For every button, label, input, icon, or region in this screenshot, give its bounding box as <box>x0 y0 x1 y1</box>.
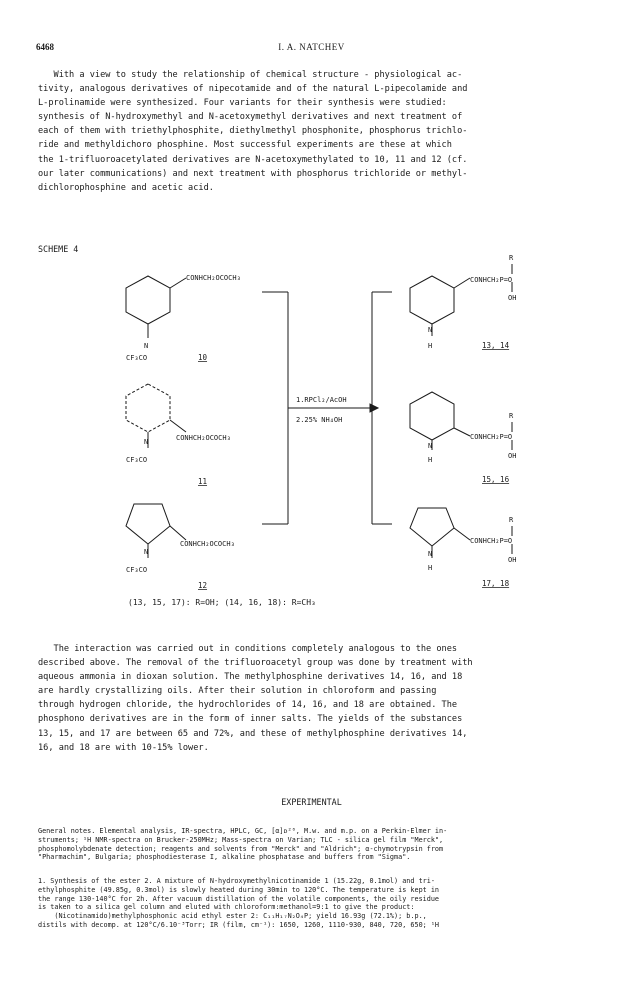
page-number: 6468 <box>36 42 54 52</box>
ring-12 <box>126 504 170 544</box>
reagent-step-1: 1.RPCl₂/AcOH <box>296 396 347 404</box>
ring-13-14 <box>410 276 454 324</box>
reagent-step-2: 2.25% NH₄OH <box>296 416 343 424</box>
n-atom-13-14: N <box>428 326 433 334</box>
intro-line: synthesis of N-hydroxymethyl and N-acetoxymethyl derivatives and next treatment of <box>38 112 463 123</box>
compound-12-label: 12 <box>198 581 208 590</box>
synthesis-line: (Nicotinamido)methylphosphonic acid ethyl ester 2: C₁₁H₁₇N₂O₄P; yield 16.93g (72.1%); b.p., <box>38 912 427 921</box>
intro-paragraph <box>38 68 598 195</box>
n-atom-10: N <box>144 342 149 350</box>
intro-line: ride and methyldichoro phosphine. Most successful experiments are these at which <box>38 140 452 151</box>
synthesis-line: is taken to a silica gel column and eluted with chloroform:methanol=9:1 to give the product: <box>38 903 415 912</box>
scheme-title: SCHEME 4 <box>38 244 79 254</box>
r-group-17-18: R <box>509 516 514 524</box>
substituent-12: CONHCH₂OCOCH₃ <box>180 540 235 548</box>
compound-13-14-label: 13, 14 <box>482 341 510 350</box>
n-protect-11: CF₃CO <box>126 456 148 464</box>
intro-line: tivity, analogous derivatives of nipecotamide and of the natural L-pipecolamide and <box>38 84 468 95</box>
oh-17-18: OH <box>508 556 517 564</box>
body-paragraph <box>38 642 598 755</box>
compound-15-16-label: 15, 16 <box>482 475 510 484</box>
notes-line: "Pharmachim", Bulgaria; phosphodiesterase I, alkaline phosphatase and buffers from "Sigma". <box>38 853 411 862</box>
substituent-17-18: CONHCH₂P=O <box>470 537 513 545</box>
substituent-11: CONHCH₂OCOCH₃ <box>176 434 231 442</box>
body-line: The interaction was carried out in conditions completely analogous to the ones <box>38 644 458 654</box>
section-heading: EXPERIMENTAL <box>281 797 342 807</box>
body-line: aqueous ammonia in dioxan solution. The methylphosphine derivatives 14, 16, and 18 <box>38 672 463 683</box>
reaction-scheme <box>0 236 623 616</box>
intro-line: With a view to study the relationship of chemical structure - physiological ac- <box>38 70 463 80</box>
compound-11-label: 11 <box>198 477 208 486</box>
scheme-caption: (13, 15, 17): R=OH; (14, 16, 18): R=CH₃ <box>128 598 316 607</box>
running-header-author: I. A. NATCHEV <box>278 42 345 52</box>
intro-line: each of them with triethylphosphite, diethylmethyl phosphonite, phosphorus trichlo- <box>38 126 468 137</box>
body-line: 16, and 18 are with 10-15% lower. <box>38 742 209 753</box>
n-atom-15-16: N <box>428 442 433 450</box>
ring-11 <box>126 384 170 432</box>
h-atom-13-14: H <box>428 342 433 350</box>
n-atom-17-18: N <box>428 550 433 558</box>
r-group-13-14: R <box>509 254 514 262</box>
intro-line: the 1-trifluoroacetylated derivatives are N-acetoxymethylated to 10, 11 and 12 (cf. <box>38 154 468 165</box>
h-atom-17-18: H <box>428 564 433 572</box>
substituent-13-14: CONHCH₂P=O <box>470 276 513 284</box>
intro-line: L-prolinamide were synthesized. Four variants for their synthesis were studied: <box>38 98 447 109</box>
body-line: phosphono derivatives are in the form of inner salts. The yields of the substances <box>38 714 463 725</box>
body-line: described above. The removal of the trifluoroacetyl group was done by treatment with <box>38 658 473 669</box>
synthesis-section <box>38 877 598 930</box>
intro-line: our later communications) and next treatment with phosphorus trichloride or methyl- <box>38 168 468 179</box>
general-notes <box>38 827 598 862</box>
intro-line: dichlorophosphine and acetic acid. <box>38 182 214 193</box>
notes-line: phosphomolybdenate detection; reagents and solvents from "Merck" and "Aldrich"; α-chymotrypsin from <box>38 844 444 853</box>
n-atom-12: N <box>144 548 149 556</box>
ring-17-18 <box>410 508 454 546</box>
n-protect-12: CF₃CO <box>126 566 148 574</box>
body-line: are hardly crystallizing oils. After their solution in chloroform and passing <box>38 686 437 697</box>
n-atom-11: N <box>144 438 149 446</box>
synthesis-line: distils with decomp. at 120°C/6.10⁻³Torr; IR (film, cm⁻¹): 1650, 1260, 1110-930, 840, 720, 650; ¹H <box>38 920 440 929</box>
ring-15-16 <box>410 392 454 440</box>
notes-line: struments; ¹H NMR-spectra on Brucker-250MHz; Mass-spectra on Varian; TLC - silica gel film "Merck", <box>38 835 444 844</box>
r-group-15-16: R <box>509 412 514 420</box>
notes-line: General notes. Elemental analysis, IR-spectra, HPLC, GC, [α]ᴅ²⁰, M.w. and m.p. on a Perkin-Elmer in- <box>38 827 448 835</box>
substituent-10: CONHCH₂OCOCH₃ <box>186 274 241 282</box>
compound-17-18-label: 17, 18 <box>482 579 510 588</box>
ring-10 <box>126 276 170 324</box>
body-line: 13, 15, and 17 are between 65 and 72%, and these of methylphosphine derivatives 14, <box>38 728 468 739</box>
compound-10-label: 10 <box>198 353 208 362</box>
synthesis-line: the range 130-140°C for 2h. After vacuum distillation of the volatile components, the oily residue <box>38 894 440 903</box>
synthesis-line: ethylphosphite (49.85g, 0.3mol) is slowly heated during 30min to 120°C. The temperature is kept in <box>38 885 440 894</box>
oh-15-16: OH <box>508 452 517 460</box>
body-line: through hydrogen chloride, the hydrochlorides of 14, 16, and 18 are obtained. The <box>38 700 458 711</box>
h-atom-15-16: H <box>428 456 433 464</box>
oh-13-14: OH <box>508 294 517 302</box>
n-protect-10: CF₃CO <box>126 354 148 362</box>
substituent-15-16: CONHCH₂P=O <box>470 433 513 441</box>
synthesis-line: 1. Synthesis of the ester 2. A mixture of N-hydroxymethylnicotinamide 1 (15.22g, 0.1mol) and tri- <box>38 877 435 885</box>
